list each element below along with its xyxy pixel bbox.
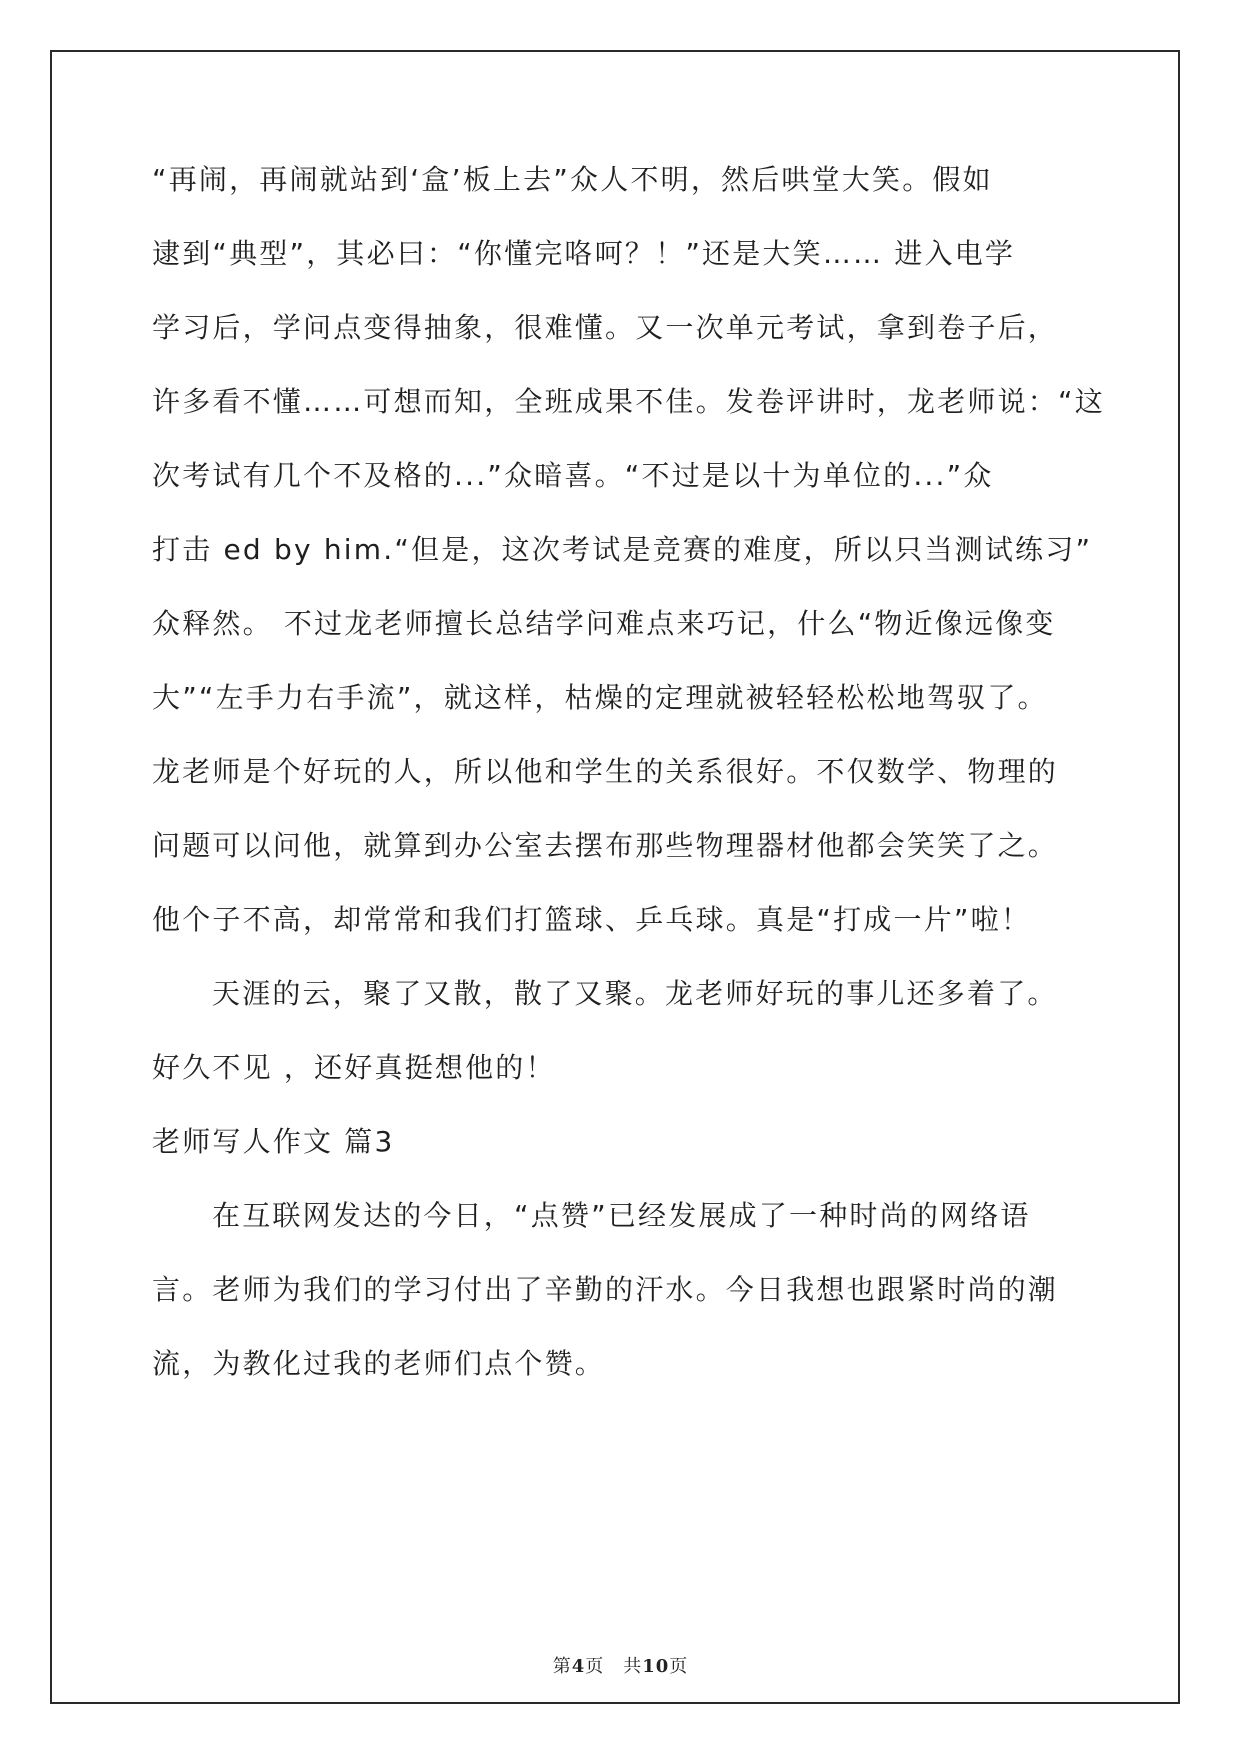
text-line: “再闹，再闹就站到‘盒’板上去”众人不明，然后哄堂大笑。假如 xyxy=(152,163,993,196)
page-footer xyxy=(0,1652,1241,1678)
text-line: 打击 ed by him.“但是，这次考试是竞赛的难度，所以只当测试练习” xyxy=(152,533,1093,566)
text-line: 好久不见 ，还好真挺想他的！ xyxy=(152,1051,556,1084)
text-line: 大”“左手力右手流”，就这样，枯燥的定理就被轻轻松松地驾驭了。 xyxy=(152,681,1048,714)
page-border xyxy=(50,50,1180,1704)
page-mid-text: 页 共 xyxy=(585,1656,643,1677)
page-prefix: 第 xyxy=(552,1656,572,1677)
text-line: 流，为教化过我的老师们点个赞。 xyxy=(152,1347,606,1380)
text-line: 逮到“典型”，其必曰：“你懂完咯呵？！”还是大笑…… 进入电学 xyxy=(152,237,1016,270)
text-line: 龙老师是个好玩的人，所以他和学生的关系很好。不仅数学、物理的 xyxy=(152,755,1059,788)
text-line: 学习后，学问点变得抽象，很难懂。又一次单元考试，拿到卷子后， xyxy=(152,311,1059,344)
total-page-number: 10 xyxy=(642,1656,670,1677)
text-line: 许多看不懂……可想而知，全班成果不佳。发卷评讲时，龙老师说：“这 xyxy=(152,385,1105,418)
text-line: 次考试有几个不及格的...”众暗喜。“不过是以十为单位的...”众 xyxy=(152,459,994,492)
paragraph-start-line: 天涯的云，聚了又散，散了又聚。龙老师好玩的事儿还多着了。 xyxy=(212,977,1058,1010)
page-suffix: 页 xyxy=(669,1656,689,1677)
text-line: 他个子不高，却常常和我们打篮球、乒乓球。真是“打成一片”啦！ xyxy=(152,903,1032,936)
text-line: 众释然。 不过龙老师擅长总结学问难点来巧记，什么“物近像远像变 xyxy=(152,607,1056,640)
section-heading: 老师写人作文 篇3 xyxy=(152,1125,395,1158)
text-line: 问题可以问他，就算到办公室去摆布那些物理器材他都会笑笑了之。 xyxy=(152,829,1059,862)
text-line: 言。老师为我们的学习付出了辛勤的汗水。今日我想也跟紧时尚的潮 xyxy=(152,1273,1059,1306)
paragraph-start-line: 在互联网发达的今日，“点赞”已经发展成了一种时尚的网络语 xyxy=(212,1199,1031,1232)
current-page-number: 4 xyxy=(571,1656,586,1677)
